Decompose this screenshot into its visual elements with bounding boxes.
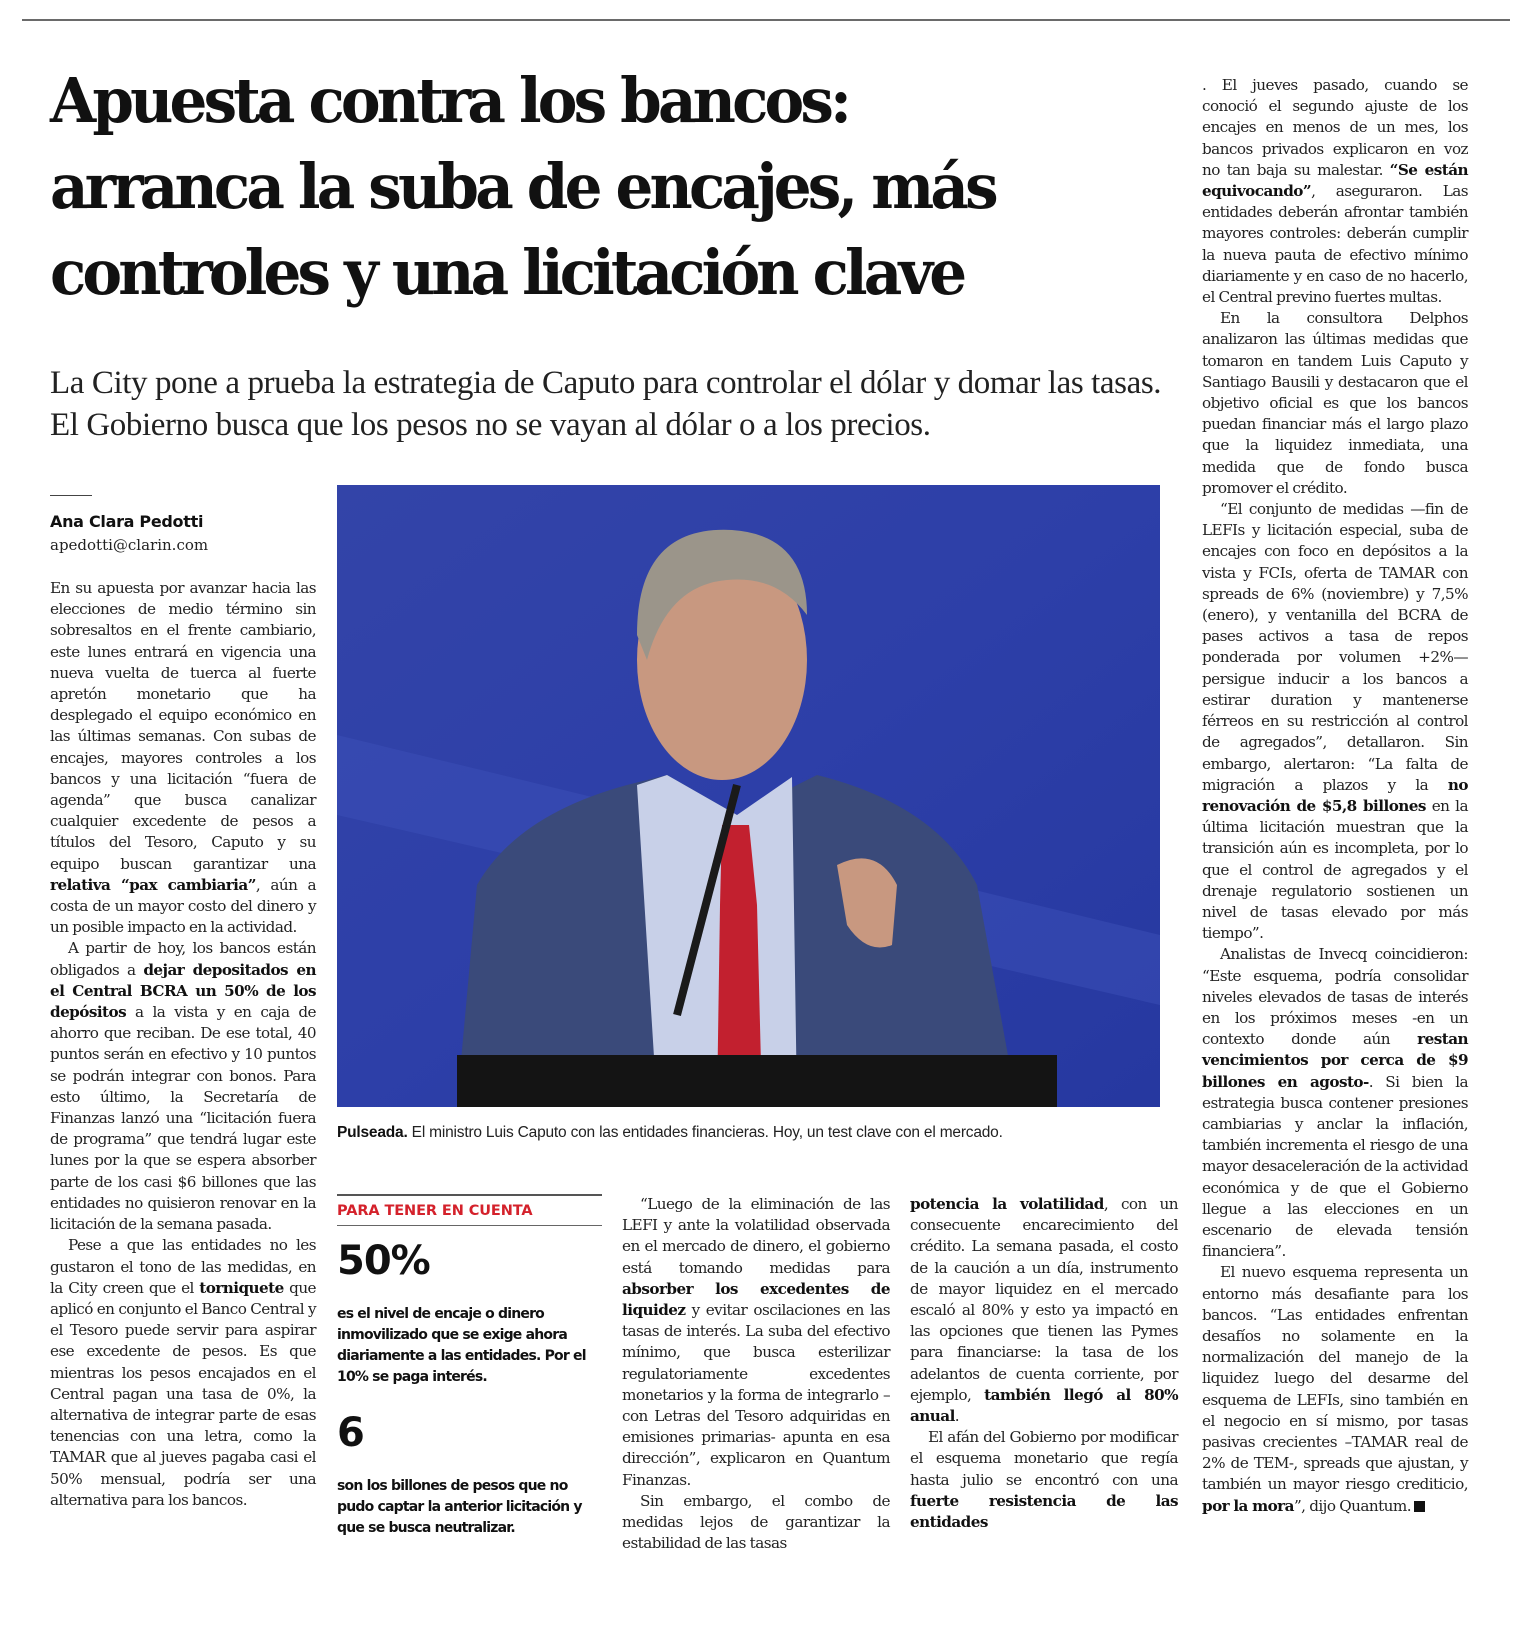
byline-email[interactable]: apedotti@clarin.com	[50, 536, 209, 554]
headline-line: arranca la suba de encajes, más	[50, 150, 995, 223]
body-paragraph: Pese a que las entidades no les gustaron el tono de las medidas, en la City creen que el torniquete que aplicó en conjunto el Banco Central y el Tesoro puede servir para aspirar ese excedente de pesos. Es que mientras los pesos encajados en el Central pagan una tasa de 0%, la alternativa de integrar parte de esas tenencias con una letra, como la TAMAR que al jueves pagaba casi el 50% mensual, podría ser una alternativa para los bancos.	[50, 1236, 316, 1509]
body-paragraph: A partir de hoy, los bancos están obligados a dejar depositados en el Central BCRA un 50% de los depósitos a la vista y en caja de ahorro que reciban. De ese total, 40 puntos serán en efectivo y 10 puntos se podrán integrar con bonos. Para esto último, la Secretaría de Finanzas lanzó una “licitación fuera de programa” que tendrá lugar este lunes por la que se espera absorber parte de los casi $6 billones que las entidades no quisieron renovar en la licitación de la semana pasada.	[50, 939, 316, 1234]
stat-description: es el nivel de encaje o dinero inmovilizado que se exige ahora diariamente a las entidades. Por el 10% se paga interés.	[337, 1306, 586, 1385]
article-photo	[337, 485, 1160, 1107]
top-rule	[22, 19, 1510, 21]
byline-rule	[50, 495, 92, 496]
headline-line: controles y una licitación clave	[50, 236, 964, 309]
body-paragraph: El nuevo esquema representa un entorno más desafiante para los bancos. “Las entidades enfrentan desafíos no solamente en la normalización del manejo de la liquidez luego del desarme del esquema de LEFIs, sino también en el negocio en sí mismo, por tasas pasivas crecientes –TAMAR real de 2% de TEM-, spreads que ajustan, y también un mayor riesgo crediticio, por la mora”, dijo Quantum.	[1202, 1263, 1468, 1515]
body-paragraph: “Luego de la eliminación de las LEFI y ante la volatilidad observada en el mercado de dinero, el gobierno está tomando medidas para absorber los excedentes de liquidez y evitar oscilaciones en las tasas de interés. La suba del efectivo mínimo, que busca esterilizar regulatoriamente excedentes monetarios y la forma de integrarlo –con Letras del Tesoro adquiridas en emisiones primarias- apunta en esa dirección”, explicaron en Quantum Finanzas.	[622, 1195, 890, 1489]
body-column-1	[50, 578, 316, 1511]
headline	[50, 58, 1154, 316]
body-column-4	[910, 1194, 1178, 1533]
body-column-3	[622, 1194, 890, 1554]
end-of-article-mark	[1414, 1501, 1425, 1512]
sidebar-label: PARA TENER EN CUENTA	[337, 1203, 533, 1219]
body-paragraph-continued: potencia la volatilidad, con un consecuente encarecimiento del crédito. La semana pasada, el costo de la caución a un día, instrumento de mayor liquidez en el mercado escaló al 80% y esto ya impactó en las opciones que tienen las Pymes para financiarse: la tasa de los adelantos de cuenta corriente, por ejemplo, también llegó al 80% anual.	[910, 1195, 1179, 1426]
body-paragraph-continued: . El jueves pasado, cuando se conoció el segundo ajuste de los encajes en menos de un mes, los bancos privados explicaron en voz no tan baja su malestar. “Se están equivocando”, aseguraron. Las entidades deberán afrontar también mayores controles: deberán cumplir la nueva pauta de efectivo mínimo diariamente y en caso de no hacerlo, el Central previno fuertes multas.	[1202, 76, 1468, 307]
photo-caption: Pulseada. El ministro Luis Caputo con las entidades financieras. Hoy, un test clave con el mercado.	[337, 1124, 1003, 1141]
speaker-illustration	[337, 485, 1160, 1107]
stat-value: 50%	[337, 1238, 430, 1284]
body-paragraph: El afán del Gobierno por modificar el esquema monetario que regía hasta julio se encontró con una fuerte resistencia de las entidades	[910, 1428, 1178, 1532]
sidebar-divider	[337, 1225, 602, 1226]
body-paragraph: “El conjunto de medidas —fin de LEFIs y licitación especial, suba de encajes con foco en depósitos a la vista y FCIs, oferta de TAMAR con spreads de 6% (noviembre) y 7,5% (enero), y ventanilla del BCRA de pases activos a tasa de repos ponderada por volumen +2%— persigue inducir a los bancos a estirar duration y mantenerse férreos en su restricción al control de agregados”, detallaron. Sin embargo, alertaron: “La falta de migración a plazos y la no renovación de $5,8 billones en la última licitación muestran que la transición aún es incompleta, por lo que el control de agregados y el drenaje regulatorio sostienen un nivel de tasas elevado por más tiempo”.	[1202, 500, 1468, 943]
stat-description: son los billones de pesos que no pudo captar la anterior licitación y que se busca neutralizar.	[337, 1478, 582, 1536]
stat-value: 6	[337, 1410, 364, 1456]
body-paragraph: En su apuesta por avanzar hacia las elecciones de medio término sin sobresaltos en el frente cambiario, este lunes entrará en vigencia una nueva vuelta de tuerca al fuerte apretón monetario que ha desplegado el equipo económico en las últimas semanas. Con subas de encajes, mayores controles a los bancos y una licitación “fuera de agenda” que busca canalizar cualquier excedente de pesos a títulos del Tesoro, Caputo y su equipo buscan garantizar una relativa “pax cambiaria”, aún a costa de un mayor costo del dinero y un posible impacto en la actividad.	[50, 579, 316, 937]
body-paragraph: Sin embargo, el combo de medidas lejos de garantizar la estabilidad de las tasas	[622, 1491, 890, 1553]
deck-subtitle: La City pone a prueba la estrategia de Caputo para controlar el dólar y domar las tasas. El Gobierno busca que los pesos no se vayan al dólar o a los precios.	[50, 365, 1162, 443]
para-tener-en-cuenta-box	[337, 1194, 602, 1539]
body-paragraph: En la consultora Delphos analizaron las últimas medidas que tomaron en tandem Luis Caputo y Santiago Bausili y destacaron que el objetivo oficial es que los bancos puedan financiar más el largo plazo que la liquidez inmediata, una medida que de fondo busca promover el crédito.	[1202, 309, 1468, 497]
byline-author: Ana Clara Pedotti	[50, 512, 204, 531]
body-paragraph: Analistas de Invecq coincidieron: “Este esquema, podría consolidar niveles elevados de tasas de interés en los próximos meses -en un contexto donde aún restan vencimientos por cerca de $9 billones en agosto-. Si bien la estrategia busca contener presiones cambiarias y anclar la inflación, también incrementa el riesgo de una mayor desaceleración de la actividad económica y de que el Gobierno llegue a las elecciones en un escenario de elevada tensión financiera”.	[1202, 945, 1469, 1261]
podium	[457, 1055, 1057, 1107]
body-column-5	[1202, 75, 1468, 1517]
headline-line: Apuesta contra los bancos:	[50, 64, 849, 137]
